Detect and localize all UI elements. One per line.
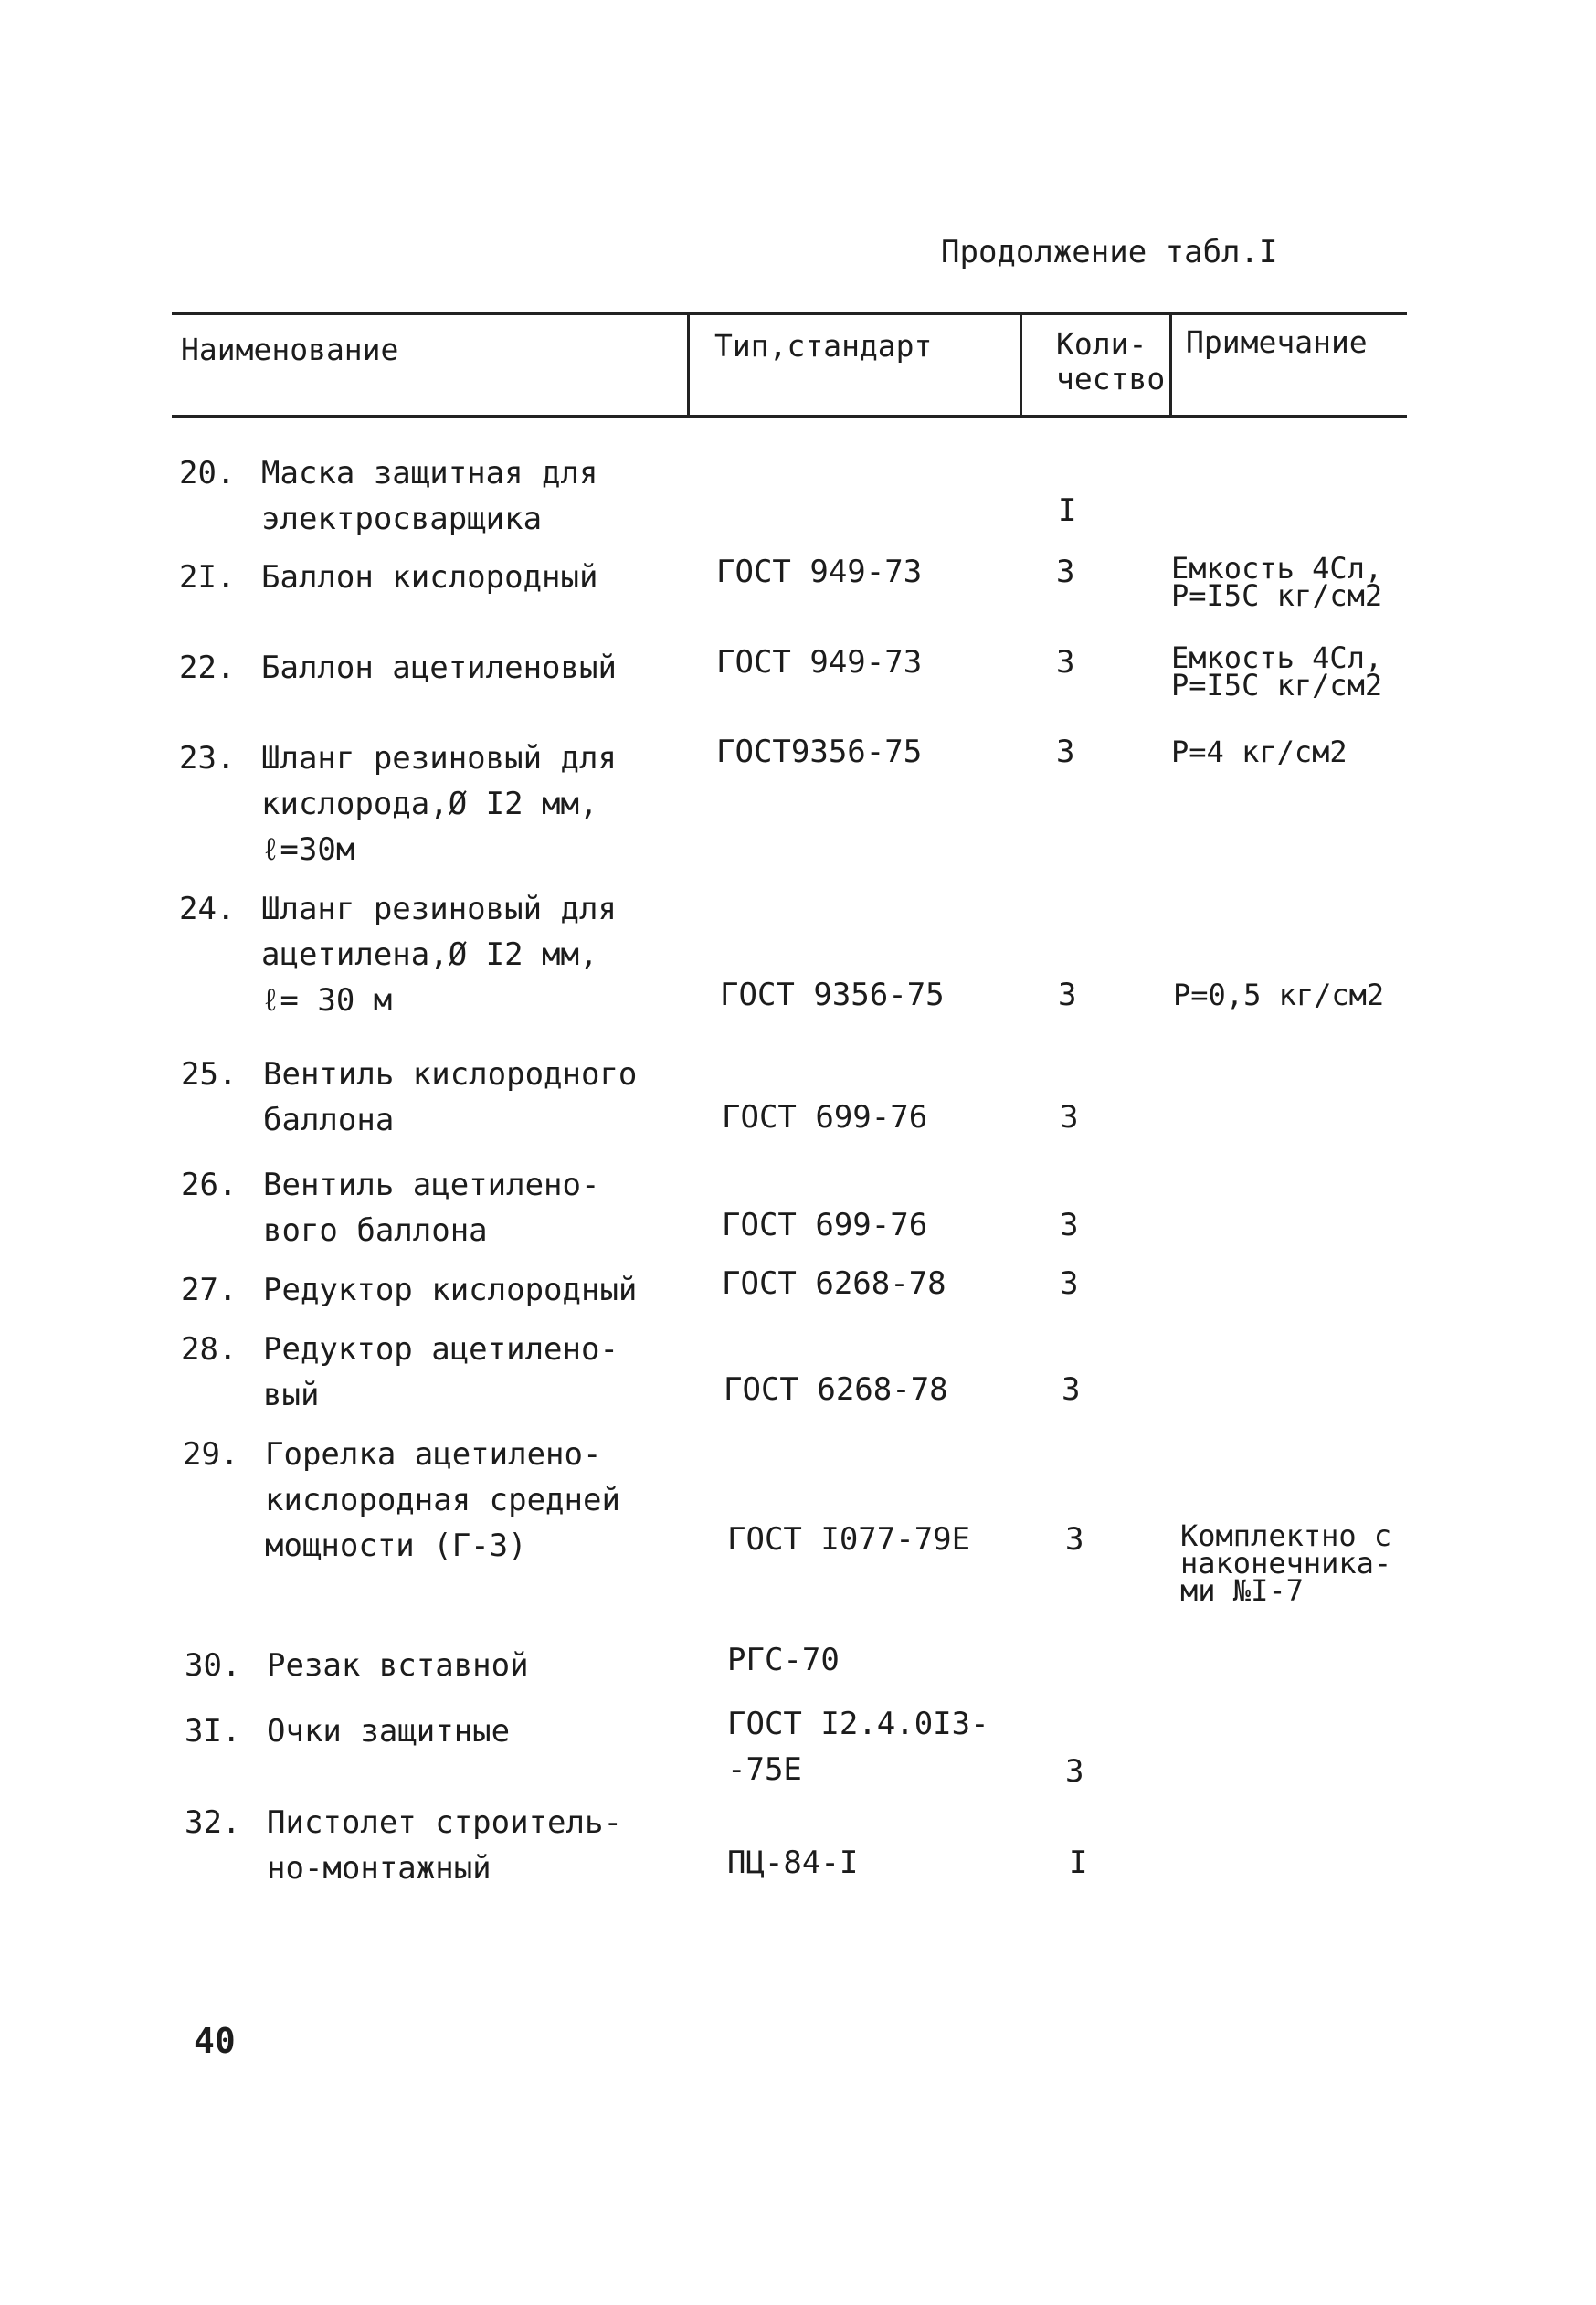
row-name <box>179 886 617 1023</box>
row-note-line: Емкость 4Cл, <box>1171 640 1383 675</box>
row-note <box>1171 551 1383 613</box>
row-name-line: Баллон кислородный <box>261 559 598 596</box>
row-quantity: 3 <box>1065 1753 1084 1790</box>
row-name-line: мощности (Г-3) <box>265 1528 527 1564</box>
row-name-line: Редуктор кислородный <box>263 1272 638 1308</box>
column-divider-3 <box>1169 314 1172 417</box>
row-note-line: Р=I5С кг/см2 <box>1171 578 1383 613</box>
row-name <box>179 735 617 872</box>
row-name-line: кислорода,Ø I2 мм, <box>261 786 598 822</box>
row-type: ГОСТ9356-75 <box>716 734 923 770</box>
row-name-line: Шланг резиновый для <box>261 740 617 777</box>
row-note-line: наконечника- <box>1180 1546 1392 1581</box>
row-name <box>179 555 597 600</box>
row-name-line: ℓ=30м <box>261 831 355 868</box>
row-quantity: 3 <box>1056 644 1075 681</box>
row-name <box>185 1708 510 1754</box>
header-quantity-line2: чество <box>1056 361 1166 397</box>
row-quantity: 3 <box>1060 1099 1079 1136</box>
row-number: 20. <box>179 455 236 492</box>
column-divider-1 <box>687 314 690 417</box>
row-type: ГОСТ 6268-78 <box>724 1371 948 1408</box>
row-number: 24. <box>179 891 236 927</box>
row-quantity: 3 <box>1060 1207 1079 1243</box>
row-number: 28. <box>181 1331 238 1368</box>
row-name-line: ацетилена,Ø I2 мм, <box>261 936 598 973</box>
row-note <box>1180 1518 1392 1608</box>
row-name <box>181 1052 637 1143</box>
row-name-line: электросварщика <box>261 501 543 537</box>
row-type <box>727 1701 989 1792</box>
row-note-line: Р=I5С кг/см2 <box>1171 668 1383 703</box>
row-note-line: Р=0,5 кг/см2 <box>1173 978 1385 1012</box>
row-quantity: I <box>1069 1845 1088 1881</box>
row-name-line: Резак вставной <box>267 1647 529 1684</box>
row-type-line: -75Е <box>727 1751 802 1788</box>
header-name: Наименование <box>181 332 399 367</box>
row-name <box>181 1162 599 1253</box>
row-type: ГОСТ 699-76 <box>722 1207 928 1243</box>
row-number: 25. <box>181 1056 238 1093</box>
row-quantity: 3 <box>1060 1265 1079 1302</box>
row-note-line: Р=4 кг/см2 <box>1171 735 1348 769</box>
row-name-line: баллона <box>263 1102 395 1138</box>
row-name-line: вый <box>263 1377 320 1413</box>
row-quantity: 3 <box>1056 734 1075 770</box>
header-top-rule <box>172 312 1407 315</box>
row-type: РГС-70 <box>727 1642 840 1678</box>
row-type: ГОСТ 949-73 <box>716 554 923 590</box>
row-quantity: 3 <box>1058 977 1077 1013</box>
header-quantity <box>1056 327 1165 397</box>
row-name-line: Маска защитная для <box>261 455 598 492</box>
row-note-line: Емкость 4Cл, <box>1171 551 1383 586</box>
row-note-line: Комплектно с <box>1180 1518 1392 1553</box>
row-name-line: Вентиль кислородного <box>263 1056 638 1093</box>
row-note <box>1171 640 1383 703</box>
row-name <box>181 1327 618 1418</box>
row-number: 2I. <box>179 559 236 596</box>
row-name <box>179 645 617 691</box>
row-name-line: Очки защитные <box>267 1713 511 1750</box>
row-name-line: Горелка ацетилено- <box>265 1436 602 1473</box>
row-type: ПЦ-84-I <box>727 1845 859 1881</box>
row-number: 26. <box>181 1167 238 1203</box>
row-number: 27. <box>181 1272 238 1308</box>
row-name-line: но-монтажный <box>267 1850 491 1887</box>
column-divider-2 <box>1020 314 1022 417</box>
row-name-line: кислородная средней <box>265 1482 620 1518</box>
header-type: Тип,стандарт <box>714 328 933 364</box>
table-caption: Продолжение табл.I <box>941 234 1278 270</box>
row-note-line: ми №I-7 <box>1180 1573 1304 1608</box>
row-number: 3I. <box>185 1713 241 1750</box>
row-quantity: 3 <box>1056 554 1075 590</box>
row-type: ГОСТ 9356-75 <box>720 977 945 1013</box>
row-name <box>179 450 597 542</box>
row-note <box>1173 978 1385 1012</box>
row-note <box>1171 735 1348 769</box>
row-quantity: I <box>1058 492 1077 529</box>
row-name <box>185 1643 529 1688</box>
row-name-line: ℓ= 30 м <box>261 982 393 1019</box>
row-type-line: ГОСТ I2.4.0I3- <box>727 1706 989 1742</box>
row-quantity: 3 <box>1065 1521 1084 1558</box>
header-note: Примечание <box>1186 324 1368 360</box>
row-name-line: Вентиль ацетилено- <box>263 1167 600 1203</box>
row-number: 23. <box>179 740 236 777</box>
header-bottom-rule <box>172 415 1407 418</box>
row-number: 30. <box>185 1647 241 1684</box>
row-name-line: Пистолет строитель- <box>267 1804 622 1841</box>
page-number: 40 <box>194 2021 236 2061</box>
row-type: ГОСТ 949-73 <box>716 644 923 681</box>
row-name <box>181 1267 637 1313</box>
row-name-line: Шланг резиновый для <box>261 891 617 927</box>
row-name-line: Баллон ацетиленовый <box>261 650 617 686</box>
row-number: 29. <box>183 1436 239 1473</box>
header-quantity-line1: Коли- <box>1056 326 1147 362</box>
row-number: 32. <box>185 1804 241 1841</box>
row-name-line: вого баллона <box>263 1212 488 1249</box>
row-name-line: Редуктор ацетилено- <box>263 1331 618 1368</box>
row-type: ГОСТ 6268-78 <box>722 1265 946 1302</box>
row-number: 22. <box>179 650 236 686</box>
row-quantity: 3 <box>1062 1371 1081 1408</box>
row-type: ГОСТ 699-76 <box>722 1099 928 1136</box>
row-name <box>183 1432 620 1569</box>
row-type: ГОСТ I077-79Е <box>727 1521 971 1558</box>
row-name <box>185 1800 622 1891</box>
